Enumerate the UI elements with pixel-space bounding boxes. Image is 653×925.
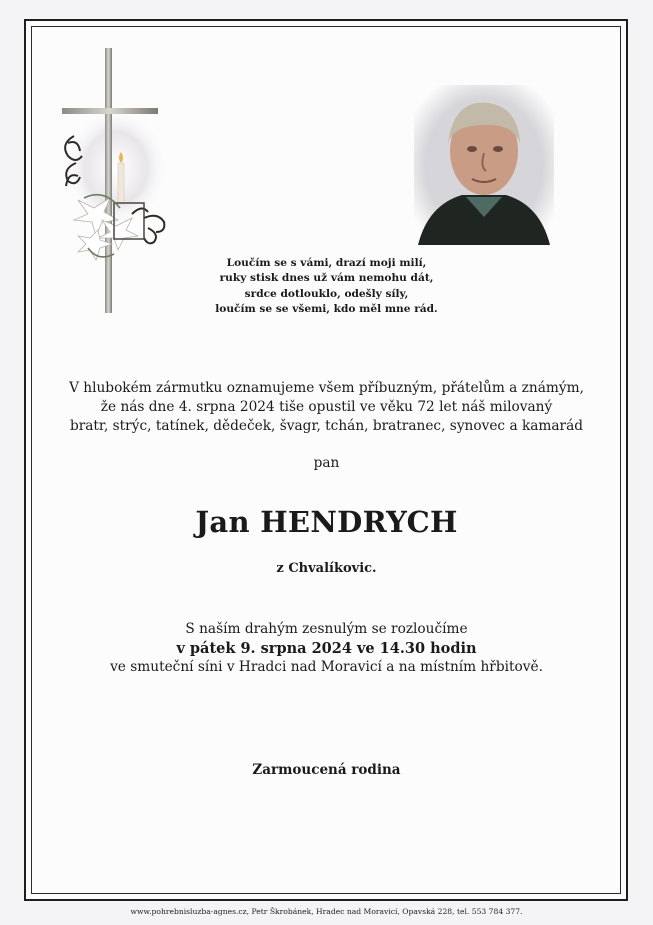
funeral-place: ve smuteční síni v Hradci nad Moravicí a na místním hřbitově.	[110, 659, 543, 675]
funeral-info	[0, 620, 653, 677]
origin: z Chvalíkovic.	[276, 561, 377, 576]
honorific-title: pan	[313, 455, 340, 471]
poem-line: loučím se se všemi, kdo měl mne rád.	[215, 302, 438, 315]
announcement-line: V hlubokém zármutku oznamujeme všem příbuzným, přátelům a známým,	[69, 380, 584, 396]
footer-contact: www.pohrebnisluzba-agnes.cz, Petr Škrobánek, Hradec nad Moravicí, Opavská 228, tel. 553 784 377.	[130, 907, 523, 916]
funeral-datetime: v pátek 9. srpna 2024 ve 14.30 hodin	[176, 640, 477, 657]
poem	[0, 256, 653, 317]
signature: Zarmoucená rodina	[252, 762, 401, 778]
announcement-line: že nás dne 4. srpna 2024 tiše opustil ve věku 72 let náš milovaný	[100, 399, 553, 415]
portrait-photo	[414, 85, 554, 245]
poem-line: Loučím se s vámi, drazí moji milí,	[226, 257, 427, 269]
announcement-line: bratr, strýc, tatínek, dědeček, švagr, tchán, bratranec, synovec a kamarád	[69, 418, 584, 434]
poem-line: ruky stisk dnes už vám nemohu dát,	[219, 272, 434, 285]
poem-line: srdce dotlouklo, odešly síly,	[244, 287, 409, 300]
funeral-intro: S naším drahým zesnulým se rozloučíme	[185, 621, 468, 637]
deceased-name: Jan HENDRYCH	[195, 505, 458, 539]
announcement	[0, 379, 653, 436]
